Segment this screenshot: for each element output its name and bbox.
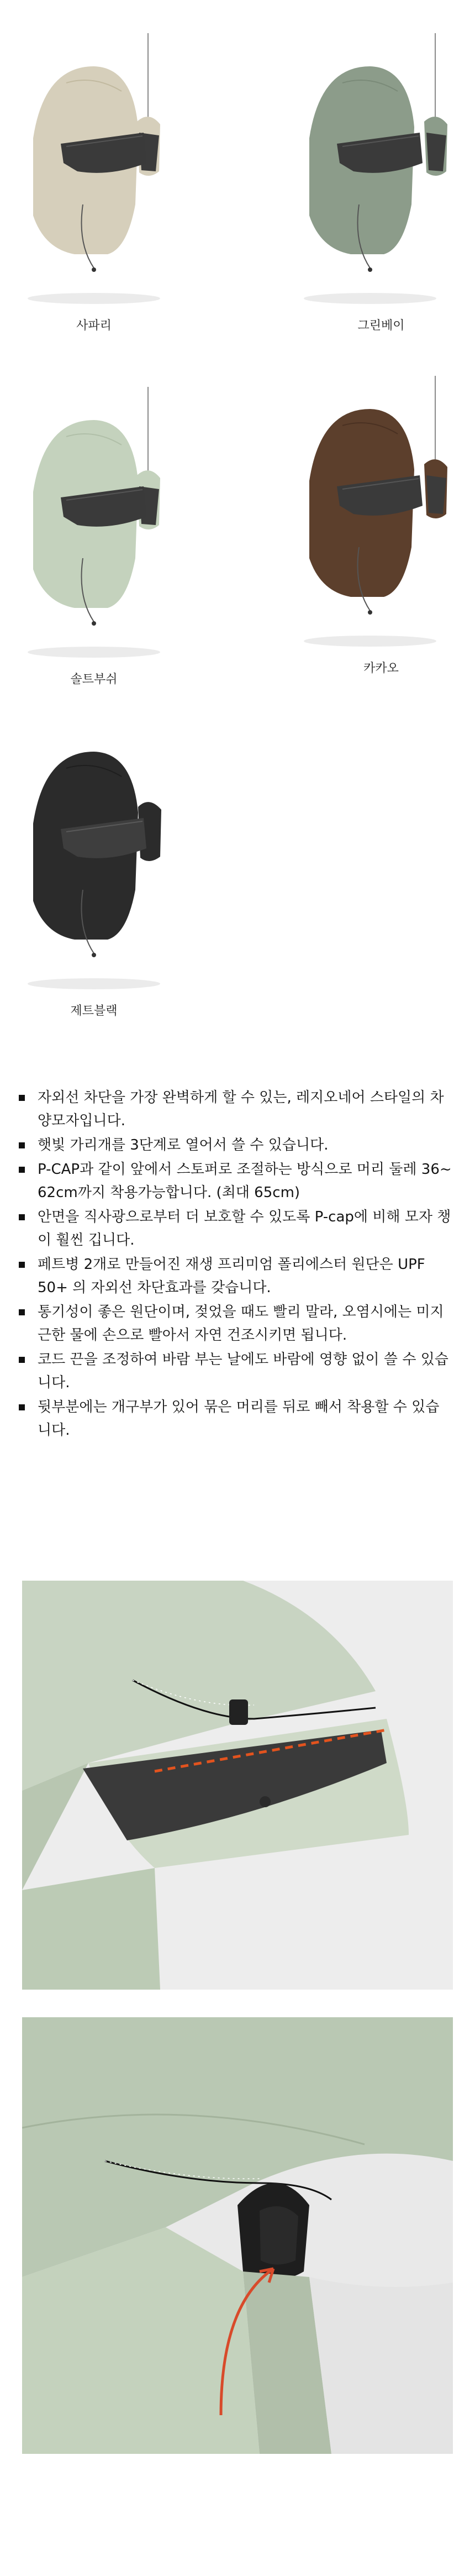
variant-label: 그린베이 bbox=[357, 319, 405, 333]
cap-with-visor-icon bbox=[11, 707, 177, 995]
feature-item: 자외선 차단을 가장 완벽하게 할 수 있는, 레지오네어 스타일의 차양모자입니다. bbox=[17, 1086, 453, 1132]
cap-with-visor-icon bbox=[11, 22, 177, 309]
cap-with-visor-icon bbox=[298, 22, 464, 309]
variant-jetblack bbox=[11, 707, 177, 1017]
variant-label: 사파리 bbox=[76, 319, 112, 333]
variant-label: 카카오 bbox=[363, 662, 399, 675]
feature-item: 코드 끈을 조정하여 바람 부는 날에도 바람에 영향 없이 쓸 수 있습니다. bbox=[17, 1348, 453, 1394]
cap-with-visor-icon bbox=[11, 376, 177, 663]
variant-label: 솔트부쉬 bbox=[70, 673, 118, 686]
variant-greenbay bbox=[298, 22, 464, 332]
feature-item: 페트병 2개로 만들어진 재생 프리미엄 폴리에스터 원단은 UPF 50+ 의 자외선 차단효과를 갖습니다. bbox=[17, 1253, 453, 1299]
feature-item: 뒷부분에는 개구부가 있어 묶은 머리를 뒤로 빼서 착용할 수 있습니다. bbox=[17, 1395, 453, 1442]
feature-item: 안면을 직사광으로부터 더 보호할 수 있도록 P-cap에 비해 모자 챙이 훨씬 깁니다. bbox=[17, 1205, 453, 1252]
feature-item: 통기성이 좋은 원단이며, 젖었을 때도 빨리 말라, 오염시에는 미지근한 물에 손으로 빨아서 자연 건조시키면 됩니다. bbox=[17, 1300, 453, 1347]
brim-close-up-photo bbox=[22, 1581, 453, 1990]
variant-safari bbox=[11, 22, 177, 332]
feature-list bbox=[17, 1086, 453, 1443]
back-opening-close-up-photo bbox=[22, 2017, 453, 2454]
variant-label: 제트블랙 bbox=[70, 1004, 118, 1018]
feature-item: 햇빛 가리개를 3단계로 열어서 쓸 수 있습니다. bbox=[17, 1134, 453, 1157]
variant-cacao bbox=[298, 365, 464, 674]
cap-with-visor-icon bbox=[298, 365, 464, 652]
feature-item: P-CAP과 같이 앞에서 스토퍼로 조절하는 방식으로 머리 둘레 36~ 62cm까지 착용가능합니다. (최대 65cm) bbox=[17, 1158, 453, 1204]
variant-saltbushy bbox=[11, 376, 177, 685]
